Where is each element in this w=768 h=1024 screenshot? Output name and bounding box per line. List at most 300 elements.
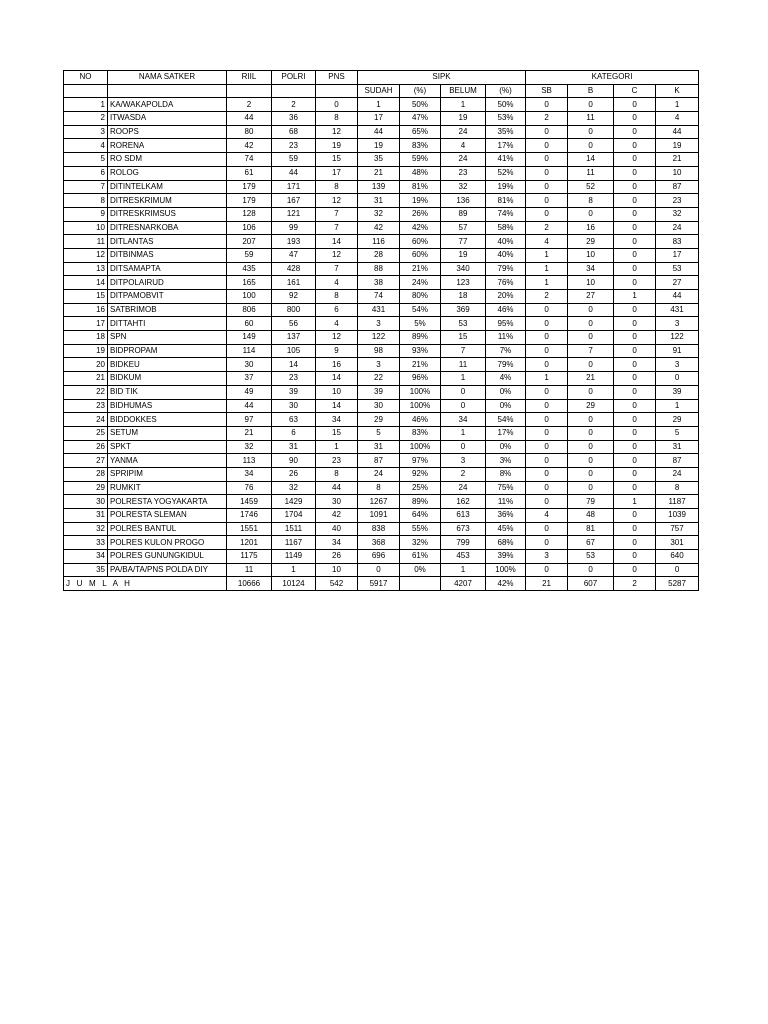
cell-riil: 149: [227, 331, 272, 345]
cell-k: 0: [656, 372, 699, 386]
cell-nama-satker: DITBINMAS: [108, 248, 227, 262]
cell-polri: 63: [272, 413, 316, 427]
cell-b: 7: [568, 344, 614, 358]
cell-nama-satker: SPN: [108, 331, 227, 345]
table-row: [64, 180, 699, 194]
cell-pns: 9: [316, 344, 358, 358]
cell-b: 0: [568, 385, 614, 399]
cell-sb: 0: [526, 495, 568, 509]
cell-percent-sudah: 80%: [400, 290, 441, 304]
cell-sudah: 1: [358, 98, 400, 112]
cell-sudah: 30: [358, 399, 400, 413]
cell-nama-satker: BIDDOKKES: [108, 413, 227, 427]
cell-no: 24: [64, 413, 108, 427]
cell-polri: 1: [272, 563, 316, 577]
cell-sb: 0: [526, 467, 568, 481]
cell-sudah: 42: [358, 221, 400, 235]
cell-polri: 428: [272, 262, 316, 276]
cell-riil: 1175: [227, 550, 272, 564]
cell-sb: 0: [526, 440, 568, 454]
cell-belum: 15: [441, 331, 486, 345]
cell-pns: 16: [316, 358, 358, 372]
cell-no: 11: [64, 235, 108, 249]
cell-c: 0: [614, 125, 656, 139]
cell-c: 0: [614, 262, 656, 276]
header-no: NO: [64, 71, 108, 85]
cell-c: 0: [614, 440, 656, 454]
header-percent-belum: (%): [486, 84, 526, 98]
cell-sb: 0: [526, 563, 568, 577]
cell-sb: 0: [526, 194, 568, 208]
cell-b: 0: [568, 303, 614, 317]
cell-pns: 42: [316, 509, 358, 523]
cell-pns: 7: [316, 262, 358, 276]
cell-k: 32: [656, 207, 699, 221]
cell-riil: 21: [227, 426, 272, 440]
table-row: [64, 440, 699, 454]
cell-pns: 23: [316, 454, 358, 468]
cell-percent-sudah: 48%: [400, 166, 441, 180]
header-nama-satker: NAMA SATKER: [108, 71, 227, 85]
cell-percent-sudah: 96%: [400, 372, 441, 386]
cell-pns: 14: [316, 399, 358, 413]
cell-belum: 0: [441, 399, 486, 413]
cell-sudah: 87: [358, 454, 400, 468]
header-b: B: [568, 84, 614, 98]
cell-sb: 0: [526, 125, 568, 139]
total-percent-belum: 42%: [486, 577, 526, 591]
header-riil: RIIL: [227, 71, 272, 85]
cell-c: 0: [614, 372, 656, 386]
total-sudah: 5917: [358, 577, 400, 591]
cell-b: 29: [568, 235, 614, 249]
cell-percent-belum: 20%: [486, 290, 526, 304]
cell-k: 24: [656, 221, 699, 235]
cell-riil: 1201: [227, 536, 272, 550]
cell-pns: 12: [316, 331, 358, 345]
cell-no: 2: [64, 112, 108, 126]
cell-c: 0: [614, 399, 656, 413]
cell-belum: 123: [441, 276, 486, 290]
cell-b: 53: [568, 550, 614, 564]
header-belum: BELUM: [441, 84, 486, 98]
cell-sb: 0: [526, 454, 568, 468]
cell-no: 8: [64, 194, 108, 208]
cell-no: 26: [64, 440, 108, 454]
cell-percent-sudah: 59%: [400, 153, 441, 167]
cell-c: 0: [614, 112, 656, 126]
total-polri: 10124: [272, 577, 316, 591]
cell-c: 0: [614, 194, 656, 208]
cell-sudah: 29: [358, 413, 400, 427]
cell-riil: 32: [227, 440, 272, 454]
cell-belum: 32: [441, 180, 486, 194]
cell-polri: 1429: [272, 495, 316, 509]
cell-c: 0: [614, 153, 656, 167]
cell-k: 87: [656, 454, 699, 468]
total-row: [64, 577, 699, 591]
cell-polri: 23: [272, 139, 316, 153]
cell-percent-sudah: 47%: [400, 112, 441, 126]
cell-sudah: 19: [358, 139, 400, 153]
cell-pns: 6: [316, 303, 358, 317]
table-row: [64, 166, 699, 180]
cell-no: 32: [64, 522, 108, 536]
cell-k: 122: [656, 331, 699, 345]
cell-c: 0: [614, 180, 656, 194]
cell-sudah: 3: [358, 317, 400, 331]
personnel-table: [63, 70, 699, 591]
cell-b: 0: [568, 125, 614, 139]
cell-nama-satker: BIDKEU: [108, 358, 227, 372]
cell-c: 0: [614, 139, 656, 153]
cell-pns: 40: [316, 522, 358, 536]
header-sudah: SUDAH: [358, 84, 400, 98]
cell-k: 1: [656, 399, 699, 413]
cell-percent-sudah: 61%: [400, 550, 441, 564]
cell-belum: 0: [441, 385, 486, 399]
cell-b: 52: [568, 180, 614, 194]
cell-percent-belum: 54%: [486, 413, 526, 427]
cell-belum: 673: [441, 522, 486, 536]
cell-riil: 76: [227, 481, 272, 495]
cell-sudah: 5: [358, 426, 400, 440]
cell-sudah: 1091: [358, 509, 400, 523]
cell-pns: 0: [316, 98, 358, 112]
cell-pns: 10: [316, 385, 358, 399]
cell-percent-belum: 100%: [486, 563, 526, 577]
table-row: [64, 495, 699, 509]
cell-sudah: 3: [358, 358, 400, 372]
cell-belum: 77: [441, 235, 486, 249]
cell-percent-belum: 52%: [486, 166, 526, 180]
cell-c: 0: [614, 221, 656, 235]
cell-sb: 0: [526, 399, 568, 413]
cell-polri: 167: [272, 194, 316, 208]
cell-k: 1: [656, 98, 699, 112]
cell-no: 30: [64, 495, 108, 509]
cell-c: 0: [614, 385, 656, 399]
cell-nama-satker: BID TIK: [108, 385, 227, 399]
cell-percent-sudah: 50%: [400, 98, 441, 112]
cell-b: 0: [568, 454, 614, 468]
cell-riil: 179: [227, 180, 272, 194]
cell-riil: 128: [227, 207, 272, 221]
cell-belum: 136: [441, 194, 486, 208]
cell-percent-sudah: 83%: [400, 139, 441, 153]
cell-percent-belum: 17%: [486, 426, 526, 440]
cell-nama-satker: ITWASDA: [108, 112, 227, 126]
cell-nama-satker: POLRES BANTUL: [108, 522, 227, 536]
cell-polri: 14: [272, 358, 316, 372]
cell-percent-sudah: 81%: [400, 180, 441, 194]
cell-b: 8: [568, 194, 614, 208]
cell-riil: 165: [227, 276, 272, 290]
cell-pns: 4: [316, 317, 358, 331]
cell-pns: 26: [316, 550, 358, 564]
cell-percent-belum: 50%: [486, 98, 526, 112]
total-label: J U M L A H: [64, 577, 227, 591]
cell-pns: 19: [316, 139, 358, 153]
cell-pns: 8: [316, 180, 358, 194]
cell-belum: 89: [441, 207, 486, 221]
cell-sudah: 116: [358, 235, 400, 249]
cell-no: 20: [64, 358, 108, 372]
cell-polri: 171: [272, 180, 316, 194]
cell-polri: 1511: [272, 522, 316, 536]
cell-b: 34: [568, 262, 614, 276]
cell-belum: 1: [441, 563, 486, 577]
cell-polri: 30: [272, 399, 316, 413]
cell-riil: 34: [227, 467, 272, 481]
header-blank-cell: [64, 84, 108, 98]
cell-percent-sudah: 5%: [400, 317, 441, 331]
cell-pns: 14: [316, 372, 358, 386]
cell-nama-satker: KA/WAKAPOLDA: [108, 98, 227, 112]
cell-b: 14: [568, 153, 614, 167]
cell-sb: 0: [526, 481, 568, 495]
table-row: [64, 481, 699, 495]
header-k: K: [656, 84, 699, 98]
cell-pns: 12: [316, 248, 358, 262]
cell-no: 1: [64, 98, 108, 112]
cell-nama-satker: BIDHUMAS: [108, 399, 227, 413]
cell-percent-belum: 40%: [486, 235, 526, 249]
cell-belum: 1: [441, 98, 486, 112]
cell-nama-satker: SATBRIMOB: [108, 303, 227, 317]
cell-sb: 1: [526, 276, 568, 290]
cell-k: 8: [656, 481, 699, 495]
cell-c: 0: [614, 509, 656, 523]
cell-sudah: 31: [358, 194, 400, 208]
cell-k: 10: [656, 166, 699, 180]
cell-c: 0: [614, 98, 656, 112]
cell-riil: 80: [227, 125, 272, 139]
cell-sb: 0: [526, 207, 568, 221]
cell-percent-belum: 76%: [486, 276, 526, 290]
cell-percent-belum: 3%: [486, 454, 526, 468]
cell-sb: 0: [526, 139, 568, 153]
cell-polri: 6: [272, 426, 316, 440]
cell-percent-belum: 68%: [486, 536, 526, 550]
cell-riil: 179: [227, 194, 272, 208]
cell-belum: 2: [441, 467, 486, 481]
cell-b: 16: [568, 221, 614, 235]
cell-sb: 0: [526, 98, 568, 112]
header-blank-cell: [227, 84, 272, 98]
cell-sudah: 31: [358, 440, 400, 454]
cell-percent-sudah: 0%: [400, 563, 441, 577]
cell-sb: 4: [526, 235, 568, 249]
cell-c: 0: [614, 563, 656, 577]
cell-k: 39: [656, 385, 699, 399]
table-row: [64, 153, 699, 167]
cell-k: 1039: [656, 509, 699, 523]
cell-k: 1187: [656, 495, 699, 509]
cell-c: 0: [614, 248, 656, 262]
table-row: [64, 262, 699, 276]
cell-percent-belum: 40%: [486, 248, 526, 262]
cell-nama-satker: DITRESKRIMSUS: [108, 207, 227, 221]
cell-nama-satker: DITSAMAPTA: [108, 262, 227, 276]
cell-pns: 8: [316, 112, 358, 126]
table-row: [64, 290, 699, 304]
cell-sb: 1: [526, 248, 568, 262]
cell-k: 21: [656, 153, 699, 167]
cell-belum: 0: [441, 440, 486, 454]
cell-pns: 4: [316, 276, 358, 290]
cell-sb: 0: [526, 413, 568, 427]
header-percent-sudah: (%): [400, 84, 441, 98]
cell-pns: 10: [316, 563, 358, 577]
cell-sb: 2: [526, 112, 568, 126]
cell-polri: 121: [272, 207, 316, 221]
cell-k: 91: [656, 344, 699, 358]
cell-no: 21: [64, 372, 108, 386]
cell-c: 1: [614, 290, 656, 304]
cell-b: 10: [568, 248, 614, 262]
cell-c: 0: [614, 550, 656, 564]
cell-sudah: 32: [358, 207, 400, 221]
cell-polri: 39: [272, 385, 316, 399]
cell-b: 11: [568, 112, 614, 126]
cell-percent-belum: 7%: [486, 344, 526, 358]
cell-riil: 1551: [227, 522, 272, 536]
table-row: [64, 194, 699, 208]
cell-sb: 0: [526, 317, 568, 331]
cell-b: 0: [568, 426, 614, 440]
cell-c: 0: [614, 235, 656, 249]
table-body: [64, 98, 699, 577]
cell-no: 28: [64, 467, 108, 481]
cell-k: 27: [656, 276, 699, 290]
cell-polri: 31: [272, 440, 316, 454]
total-c: 2: [614, 577, 656, 591]
header-row-1: [64, 71, 699, 85]
cell-riil: 207: [227, 235, 272, 249]
cell-pns: 44: [316, 481, 358, 495]
cell-belum: 57: [441, 221, 486, 235]
cell-nama-satker: DITRESKRIMUM: [108, 194, 227, 208]
cell-k: 640: [656, 550, 699, 564]
cell-no: 27: [64, 454, 108, 468]
cell-pns: 8: [316, 467, 358, 481]
cell-sb: 2: [526, 221, 568, 235]
cell-nama-satker: BIDPROPAM: [108, 344, 227, 358]
cell-b: 0: [568, 331, 614, 345]
cell-percent-belum: 53%: [486, 112, 526, 126]
header-blank-cell: [316, 84, 358, 98]
cell-riil: 1459: [227, 495, 272, 509]
cell-riil: 435: [227, 262, 272, 276]
cell-no: 33: [64, 536, 108, 550]
cell-sudah: 35: [358, 153, 400, 167]
table-row: [64, 426, 699, 440]
cell-b: 0: [568, 467, 614, 481]
cell-b: 21: [568, 372, 614, 386]
cell-c: 0: [614, 303, 656, 317]
cell-percent-sudah: 55%: [400, 522, 441, 536]
cell-percent-sudah: 21%: [400, 358, 441, 372]
cell-sb: 2: [526, 290, 568, 304]
table-row: [64, 358, 699, 372]
cell-no: 9: [64, 207, 108, 221]
cell-percent-belum: 35%: [486, 125, 526, 139]
cell-sb: 1: [526, 262, 568, 276]
cell-k: 4: [656, 112, 699, 126]
cell-percent-belum: 46%: [486, 303, 526, 317]
cell-sudah: 139: [358, 180, 400, 194]
cell-percent-sudah: 54%: [400, 303, 441, 317]
cell-belum: 799: [441, 536, 486, 550]
cell-polri: 68: [272, 125, 316, 139]
cell-nama-satker: DITLANTAS: [108, 235, 227, 249]
table-row: [64, 399, 699, 413]
cell-sudah: 17: [358, 112, 400, 126]
cell-belum: 453: [441, 550, 486, 564]
cell-c: 0: [614, 536, 656, 550]
cell-sb: 0: [526, 344, 568, 358]
cell-riil: 806: [227, 303, 272, 317]
cell-sudah: 1267: [358, 495, 400, 509]
cell-nama-satker: DITPOLAIRUD: [108, 276, 227, 290]
cell-belum: 53: [441, 317, 486, 331]
table-footer: [64, 577, 699, 591]
table-row: [64, 344, 699, 358]
cell-percent-belum: 79%: [486, 358, 526, 372]
cell-pns: 14: [316, 235, 358, 249]
cell-b: 0: [568, 317, 614, 331]
cell-belum: 11: [441, 358, 486, 372]
cell-pns: 7: [316, 207, 358, 221]
cell-no: 23: [64, 399, 108, 413]
cell-sudah: 368: [358, 536, 400, 550]
cell-percent-belum: 45%: [486, 522, 526, 536]
cell-c: 0: [614, 426, 656, 440]
table-row: [64, 139, 699, 153]
cell-no: 13: [64, 262, 108, 276]
cell-sudah: 21: [358, 166, 400, 180]
cell-sudah: 38: [358, 276, 400, 290]
cell-b: 0: [568, 358, 614, 372]
cell-c: 1: [614, 495, 656, 509]
cell-nama-satker: DITRESNARKOBA: [108, 221, 227, 235]
cell-belum: 613: [441, 509, 486, 523]
cell-pns: 15: [316, 153, 358, 167]
cell-riil: 2: [227, 98, 272, 112]
cell-sudah: 74: [358, 290, 400, 304]
cell-pns: 12: [316, 194, 358, 208]
cell-riil: 114: [227, 344, 272, 358]
cell-percent-belum: 0%: [486, 440, 526, 454]
cell-c: 0: [614, 166, 656, 180]
cell-sb: 1: [526, 372, 568, 386]
cell-sudah: 98: [358, 344, 400, 358]
cell-no: 34: [64, 550, 108, 564]
cell-riil: 44: [227, 112, 272, 126]
cell-percent-sudah: 83%: [400, 426, 441, 440]
cell-percent-sudah: 26%: [400, 207, 441, 221]
cell-nama-satker: DITPAMOBVIT: [108, 290, 227, 304]
cell-percent-sudah: 24%: [400, 276, 441, 290]
cell-nama-satker: PA/BA/TA/PNS POLDA DIY: [108, 563, 227, 577]
cell-nama-satker: ROLOG: [108, 166, 227, 180]
cell-k: 19: [656, 139, 699, 153]
total-belum: 4207: [441, 577, 486, 591]
cell-belum: 162: [441, 495, 486, 509]
cell-percent-sudah: 64%: [400, 509, 441, 523]
cell-belum: 23: [441, 166, 486, 180]
